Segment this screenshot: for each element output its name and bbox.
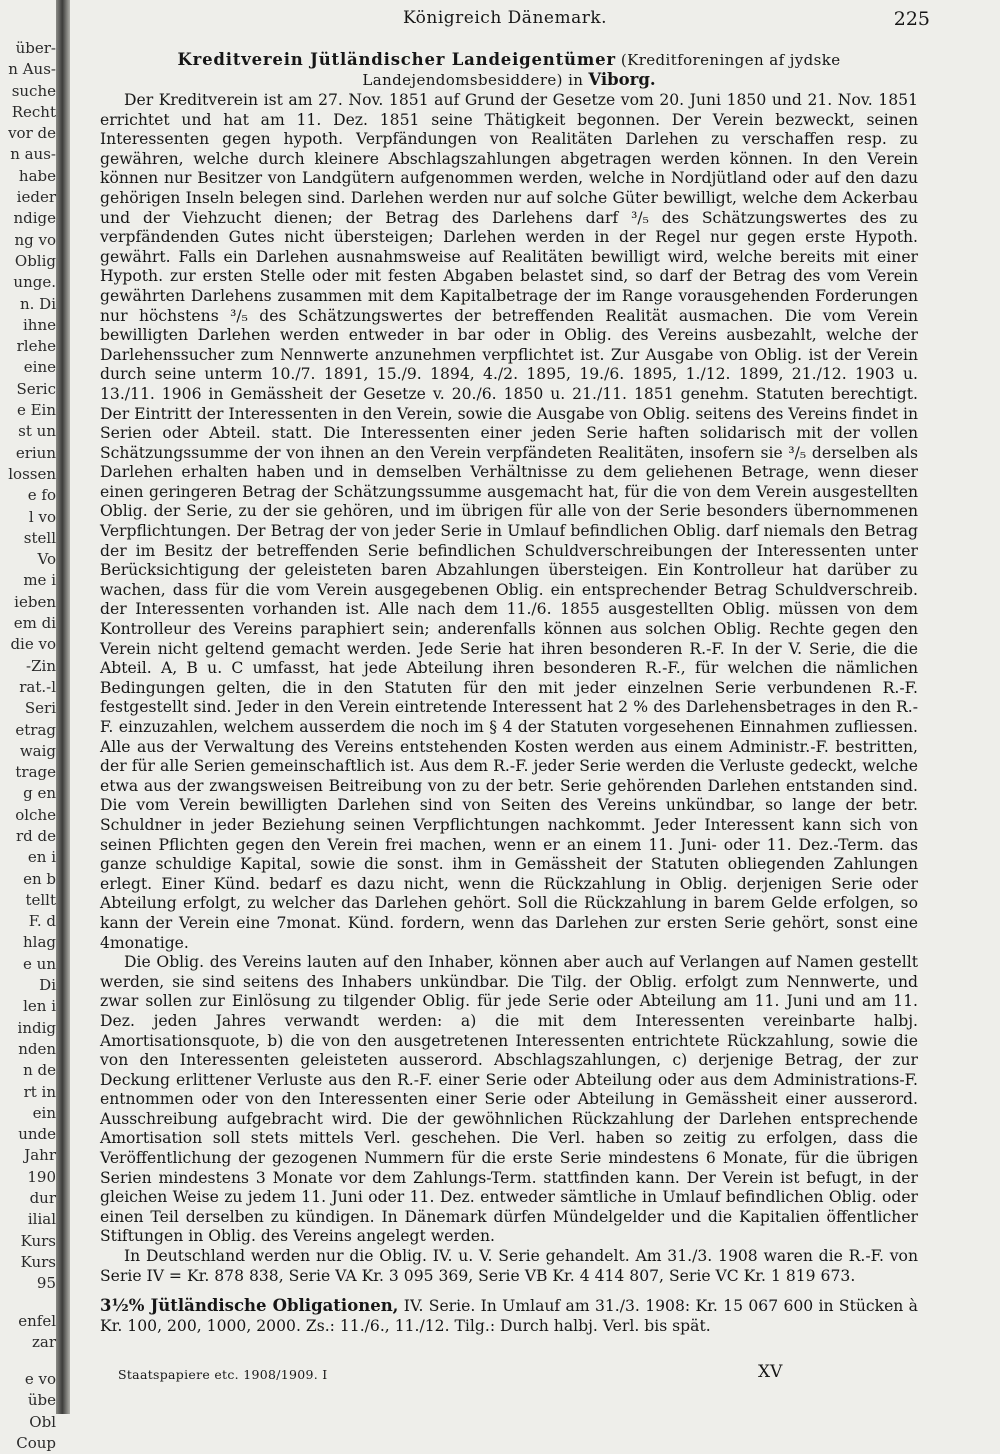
prev-column-line: e Ein: [16, 401, 56, 420]
prev-column-line: Kurs: [20, 1231, 56, 1250]
prev-column-line: e fo: [27, 486, 56, 505]
signature-mark: XV: [758, 1362, 783, 1382]
prev-column-line: ein: [32, 1103, 56, 1122]
running-head: [80, 8, 930, 32]
prev-column-line: n. Di: [19, 294, 56, 313]
obligations-entry: [100, 1296, 918, 1336]
prev-column-line: Vo: [37, 550, 56, 569]
running-title: Königreich Dänemark.: [402, 8, 608, 28]
prev-column-line: lossen: [8, 464, 56, 483]
prev-column-line: e un: [23, 954, 56, 973]
prev-column-line: rt in: [23, 1082, 56, 1101]
prev-column-line: Oblig: [14, 251, 56, 270]
prev-column-line: n aus-: [10, 145, 56, 164]
prev-column-line: ilial: [27, 1210, 56, 1229]
prev-column-line: olche: [15, 805, 56, 824]
prev-column-line: nden: [18, 1039, 56, 1058]
paragraph-3: In Deutschland werden nur die Oblig. IV. u. V. Serie gehandelt. Am 31./3. 1908 waren die R.-F. von Serie IV = Kr. 878 838, Serie VA Kr. 3 095 369, Serie VB Kr. 4 414 807, Serie VC Kr. 1 819 673.: [100, 1247, 918, 1285]
article: [100, 50, 918, 1336]
prev-column-line: trage: [15, 763, 56, 782]
prev-column-line: übe: [27, 1391, 56, 1410]
prev-column-line: dur: [29, 1189, 56, 1208]
prev-column-line: Seri: [24, 699, 56, 718]
prev-column-line: enfel: [18, 1311, 56, 1330]
page-footer: [118, 1364, 818, 1386]
prev-column-line: [0, 1295, 58, 1311]
prev-column-line: die vo: [10, 635, 56, 654]
prev-column-line: 95: [36, 1274, 56, 1293]
prev-column-line: -Zin: [26, 656, 56, 675]
prev-column-line: tellt: [25, 890, 56, 909]
heading-place: Viborg.: [588, 70, 656, 89]
obligations-text: IV. Serie. In Umlauf am 31./3. 1908: Kr. 15 067 600 in Stücken à Kr. 100, 200, 1000, 2000. Zs.: 11./6., 11./12. Tilg.: Durch halbj. Verl. bis spät.: [100, 1297, 918, 1335]
prev-column-line: Seric: [16, 379, 56, 398]
page-gutter-shadow: [56, 0, 70, 1414]
prev-column-line: ng vo: [14, 230, 56, 249]
prev-column-line: Jahr: [24, 1146, 56, 1165]
prev-column-line: Di: [39, 976, 56, 995]
prev-column-line: en b: [23, 869, 56, 888]
prev-column-line: ieben: [14, 592, 56, 611]
prev-column-line: st un: [18, 422, 56, 441]
prev-column-line: n Aus-: [8, 60, 56, 79]
prev-column-line: n de: [23, 1061, 56, 1080]
obligations-title: 3½% Jütländische Obligationen,: [100, 1296, 399, 1316]
prev-column-line: indig: [17, 1018, 56, 1037]
prev-column-line: Kurs: [20, 1252, 56, 1271]
prev-column-line: eriun: [15, 443, 56, 462]
prev-column-line: Coup: [16, 1434, 56, 1452]
prev-column-line: rat.-l: [19, 677, 56, 696]
prev-column-line: e vo: [24, 1370, 56, 1389]
prev-column-line: en i: [27, 848, 56, 867]
heading-main: Kreditverein Jütländischer Landeigentümer: [177, 50, 616, 69]
prev-column-line: me i: [23, 571, 56, 590]
prev-column-line: vor de: [8, 124, 56, 143]
prev-column-line: waig: [19, 741, 56, 760]
prev-column-line: l vo: [28, 507, 56, 526]
prev-column-line: unge.: [13, 273, 56, 292]
prev-column-line: habe: [18, 166, 56, 185]
prev-column-line: rlehe: [16, 337, 56, 356]
previous-page-column: [0, 38, 58, 1454]
prev-column-line: Obl: [29, 1412, 56, 1431]
article-heading: [100, 50, 918, 90]
prev-column-line: etrag: [15, 720, 56, 739]
prev-column-line: len i: [23, 997, 56, 1016]
prev-column-line: [0, 1353, 58, 1369]
prev-column-line: ihne: [23, 315, 56, 334]
prev-column-line: 190: [27, 1167, 56, 1186]
heading-rest: (Kreditforeningen af jydske Landejendomsbesiddere) in: [362, 51, 841, 89]
prev-column-line: g en: [23, 784, 56, 803]
prev-column-line: Recht: [11, 102, 56, 121]
prev-column-line: stell: [23, 528, 56, 547]
prev-column-line: über-: [15, 39, 56, 57]
prev-column-line: ndige: [13, 209, 56, 228]
prev-column-line: unde: [18, 1125, 56, 1144]
prev-column-line: hlag: [22, 933, 56, 952]
prev-column-line: em di: [13, 614, 56, 633]
prev-column-line: zar: [31, 1332, 56, 1351]
prev-column-line: ieder: [16, 188, 56, 207]
prev-column-line: eine: [23, 358, 56, 377]
paragraph-2: Die Oblig. des Vereins lauten auf den Inhaber, können aber auch auf Verlangen auf Namen gestellt werden, sie sind seitens des Inhabers unkündbar. Die Tilg. der Oblig. erfolgt zum Nennwerte, und zwar sollen zur Einlösung zu tilgender Oblig. für jede Serie oder Abteilung am 11. Juni und am 11. Dez. jeden Jahres verwandt werden: a) die mit dem Interessenten vereinbarte halbj. Amortisationsquote, b) die von den ausgetretenen Interessenten entrichtete Rückzahlung, sowie die von den Interessenten geleisteten ausserord. Abschlagszahlungen, c) derjenige Betrag, der zur Deckung erlittener Verluste aus den R.-F. einer Serie oder Abteilung oder aus dem Administrations-F. entnommen oder von den Interessenten einer Serie oder Abteilung in Gemässheit einer ausserord. Ausschreibung aufgebracht wird. Die der gewöhnlichen Rückzahlung der Darlehen entsprechende Amortisation soll stets mittels Verl. geschehen. Die Verl. haben so zeitig zu erfolgen, dass die Veröffentlichung der gezogenen Nummern für die erste Serie mindestens 6 Monate, für die übrigen Serien mindestens 3 Monate vor dem Zahlungs-Term. stattfinden kann. Der Verein ist befugt, in der gleichen Weise zu jedem 11. Juni oder 11. Dez. entweder sämtliche in Umlauf befindlichen Oblig. oder einen Teil derselben zu kündigen. In Dänemark dürfen Mündelgelder und die Kapitalien öffentlicher Stiftungen in Oblig. des Vereins angelegt werden.: [100, 953, 918, 1246]
page-number: 225: [893, 8, 930, 30]
footer-imprint: Staatspapiere etc. 1908/1909. I: [118, 1367, 328, 1382]
paragraph-1: Der Kreditverein ist am 27. Nov. 1851 auf Grund der Gesetze vom 20. Juni 1850 und 21. Nov. 1851 errichtet und hat am 11. Dez. 1851 seine Thätigkeit begonnen. Der Verein bezweckt, seinen Interessenten gegen hypoth. Verpfändungen von Realitäten Darlehen zu verschaffen resp. zu gewähren, welche durch kleinere Abschlagszahlungen abgetragen werden können. In den Verein können nur Besitzer von Landgütern aufgenommen werden, welche in Nordjütland oder auf den dazu gehörigen Inseln belegen sind. Darlehen werden nur auf solche Güter bewilligt, welche dem Ackerbau und der Viehzucht dienen; der Betrag des Darlehens darf ³/₅ des Schätzungswertes des zu verpfändenden Gutes nicht übersteigen; Darlehen werden in der Regel nur gegen erste Hypoth. gewährt. Falls ein Darlehen ausnahmsweise auf Realitäten bewilligt wird, welche bereits mit einer Hypoth. zur ersten Stelle oder mit festen Abgaben belastet sind, so darf der Betrag des vom Verein gewährten Darlehens zusammen mit dem Kapitalbetrage der im Range vorausgehenden Forderungen nur höchstens ³/₅ des Schätzungswertes der betreffenden Realität ausmachen. Die vom Verein bewilligten Darlehen werden entweder in bar oder in Oblig. des Vereins ausbezahlt, welche der Darlehenssucher zum Nennwerte anzunehmen verpflichtet ist. Zur Ausgabe von Oblig. ist der Verein durch seine unterm 10./7. 1891, 15./9. 1894, 4./2. 1895, 19./6. 1895, 1./12. 1899, 21./12. 1903 u. 13./11. 1906 in Gemässheit der Gesetze v. 20./6. 1850 u. 21./11. 1851 genehm. Statuten berechtigt. Der Eintritt der Interessenten in den Verein, sowie die Ausgabe von Oblig. seitens des Vereins findet in Serien oder Abteil. statt. Die Interessenten einer jeden Serie haften solidarisch mit der vollen Schätzungssumme der von ihnen an den Verein verpfändeten Realitäten, insofern sie ³/₅ derselben als Darlehen erhalten haben und in demselben Verhältnisse zu dem geliehenen Betrage, wenn dieser einen geringeren Betrag der Schätzungssumme ausgemacht hat, für die von dem Verein ausgestellten Oblig. der Serie, zu der sie gehören, und im übrigen für alle von der Serie besonders übernommenen Verpflichtungen. Der Betrag der von jeder Serie in Umlauf befindlichen Oblig. darf niemals den Betrag der im Besitz der betreffenden Serie befindlichen Schuldverschreibungen der Interessenten unter Berücksichtigung der geleisteten baren Abzahlungen übersteigen. Ein Kontrolleur hat darüber zu wachen, dass für die vom Verein ausgegebenen Oblig. ein entsprechender Betrag Schuldverschreib. der Interessenten vorhanden ist. Alle nach dem 11./6. 1855 ausgestellten Oblig. müssen von dem Kontrolleur des Vereins paraphiert sein; anderenfalls können aus solchen Oblig. Rechte gegen den Verein nicht geltend gemacht werden. Jede Serie hat ihren besonderen R.-F. In der V. Serie, die die Abteil. A, B u. C umfasst, hat jede Abteilung ihren besonderen R.-F., für welchen die nämlichen Bedingungen gelten, die in den Statuten für den mit jeder einzelnen Serie verbundenen R.-F. festgestellt sind. Jeder in den Verein eintretende Interessent hat 2 % des Darlehensbetrages in den R.-F. einzuzahlen, welchem ausserdem die noch im § 4 der Statuten vorgesehenen Einnahmen zufliessen. Alle aus der Verwaltung des Vereins entstehenden Kosten werden aus einem Administr.-F. bestritten, der für alle Serien gemeinschaftlich ist. Aus dem R.-F. jeder Serie werden die Verluste gedeckt, welche etwa aus der zwangsweisen Beitreibung von zu der betr. Serie gehörenden Darlehen entstanden sind. Die vom Verein bewilligten Darlehen sind von Seiten des Vereins unkündbar, so lange der betr. Schuldner in jeder Beziehung seinen Verpflichtungen nachkommt. Jeder Interessent kann sich von seinen Pflichten gegen den Verein frei machen, wenn er an einem 11. Juni- oder 11. Dez.-Term. das ganze schuldige Kapital, sowie die sonst. ihm in Gemässheit der Statuten obliegenden Zahlungen erlegt. Einer Künd. bedarf es dazu nicht, wenn die Rückzahlung in Oblig. derjenigen Serie oder Abteilung erfolgt, zu welcher das Darlehen gehört. Soll die Rückzahlung in barem Gelde erfolgen, so kann der Verein eine 7monat. Künd. fordern, wenn das Darlehen zur ersten Serie gehört, sonst eine 4monatige.: [100, 91, 918, 952]
prev-column-line: F. d: [28, 912, 56, 931]
prev-column-line: rd de: [15, 826, 56, 845]
prev-column-line: suche: [11, 81, 56, 100]
